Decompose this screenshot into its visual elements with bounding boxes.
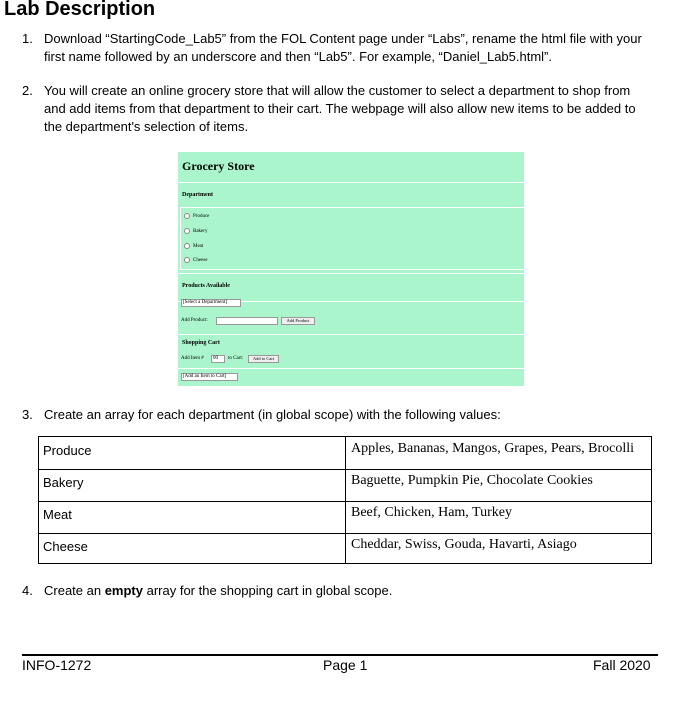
- table-row: [39, 533, 651, 565]
- radio-label: Produce: [193, 213, 210, 219]
- cart-contents-list[interactable]: [Add an Item to Cart]: [181, 373, 238, 381]
- table-row: [39, 469, 651, 502]
- values-cell: Cheddar, Swiss, Gouda, Havarti, Asiago: [351, 537, 577, 552]
- add-to-cart-button[interactable]: Add to Cart: [248, 355, 279, 363]
- radio-meat[interactable]: [184, 243, 203, 249]
- footer-course: INFO-1272: [22, 657, 92, 673]
- radio-icon: [184, 257, 190, 263]
- item-4-bold: empty: [104, 583, 143, 598]
- item-2-line-3: the department's selection of items.: [44, 119, 249, 134]
- page-heading: Lab Description: [4, 0, 156, 20]
- radio-produce[interactable]: [184, 213, 209, 219]
- cart-section: [178, 368, 524, 387]
- item-1-text: [44, 30, 664, 66]
- quantity-select[interactable]: 00: [211, 355, 225, 363]
- item-4-text: [44, 582, 664, 600]
- values-cell: Apples, Bananas, Mangos, Grapes, Pears, Brocolli: [351, 441, 635, 456]
- item-number-4: 4.: [22, 583, 33, 598]
- department-radio-group: [180, 207, 525, 270]
- department-cell: Produce: [43, 443, 92, 458]
- table-row: [39, 501, 651, 534]
- radio-icon: [184, 228, 190, 234]
- item-number-2: 2.: [22, 83, 33, 98]
- add-product-section: [178, 310, 524, 335]
- department-cell: Meat: [43, 507, 72, 522]
- add-item-prefix: Add Item #: [181, 356, 204, 361]
- radio-bakery[interactable]: [184, 228, 207, 234]
- table-row: [39, 437, 651, 470]
- department-cell: Bakery: [43, 475, 84, 490]
- store-title: Grocery Store: [182, 159, 255, 173]
- products-label: Products Available: [182, 283, 230, 289]
- footer-page: Page 1: [323, 657, 368, 673]
- radio-label: Cheese: [193, 257, 208, 263]
- footer-term: Fall 2020: [593, 657, 651, 673]
- title-section: [178, 152, 524, 183]
- radio-cheese[interactable]: [184, 257, 207, 263]
- item-4-after: array for the shopping cart in global scope.: [143, 583, 393, 598]
- item-4-before: Create an: [44, 583, 105, 598]
- item-1-line-2: first name followed by an underscore and then “Lab5”. For example, “Daniel_Lab5.html”.: [44, 49, 552, 64]
- item-3-text: Create an array for each department (in global scope) with the following values:: [44, 407, 501, 422]
- add-product-button[interactable]: Add Product: [281, 317, 315, 325]
- department-cell: Cheese: [43, 539, 88, 554]
- item-number-1: 1.: [22, 31, 33, 46]
- item-2-text: [44, 82, 664, 136]
- item-2-line-2: and add items from that department to their cart. The webpage will also allow new items to be added to: [44, 101, 636, 116]
- footer-divider: [22, 654, 658, 656]
- radio-icon: [184, 243, 190, 249]
- radio-icon: [184, 213, 190, 219]
- department-values-table: [38, 436, 652, 564]
- add-item-suffix: to Cart:: [228, 356, 244, 361]
- department-label: Department: [182, 192, 213, 198]
- grocery-store-screenshot: [178, 152, 524, 386]
- values-cell: Baguette, Pumpkin Pie, Chocolate Cookies: [351, 473, 593, 488]
- radio-label: Meat: [193, 243, 204, 249]
- radio-label: Bakery: [193, 228, 208, 234]
- values-cell: Beef, Chicken, Ham, Turkey: [351, 505, 512, 520]
- item-1-line-1: Download “StartingCode_Lab5” from the FOL Content page under “Labs”, rename the html file with your: [44, 31, 642, 46]
- add-product-label: Add Product:: [181, 318, 208, 323]
- item-number-3: 3.: [22, 407, 33, 422]
- item-2-line-1: You will create an online grocery store that will allow the customer to select a department to shop from: [44, 83, 631, 98]
- cart-label: Shopping Cart: [182, 340, 220, 346]
- department-products-select[interactable]: [Select a Department]: [181, 299, 241, 307]
